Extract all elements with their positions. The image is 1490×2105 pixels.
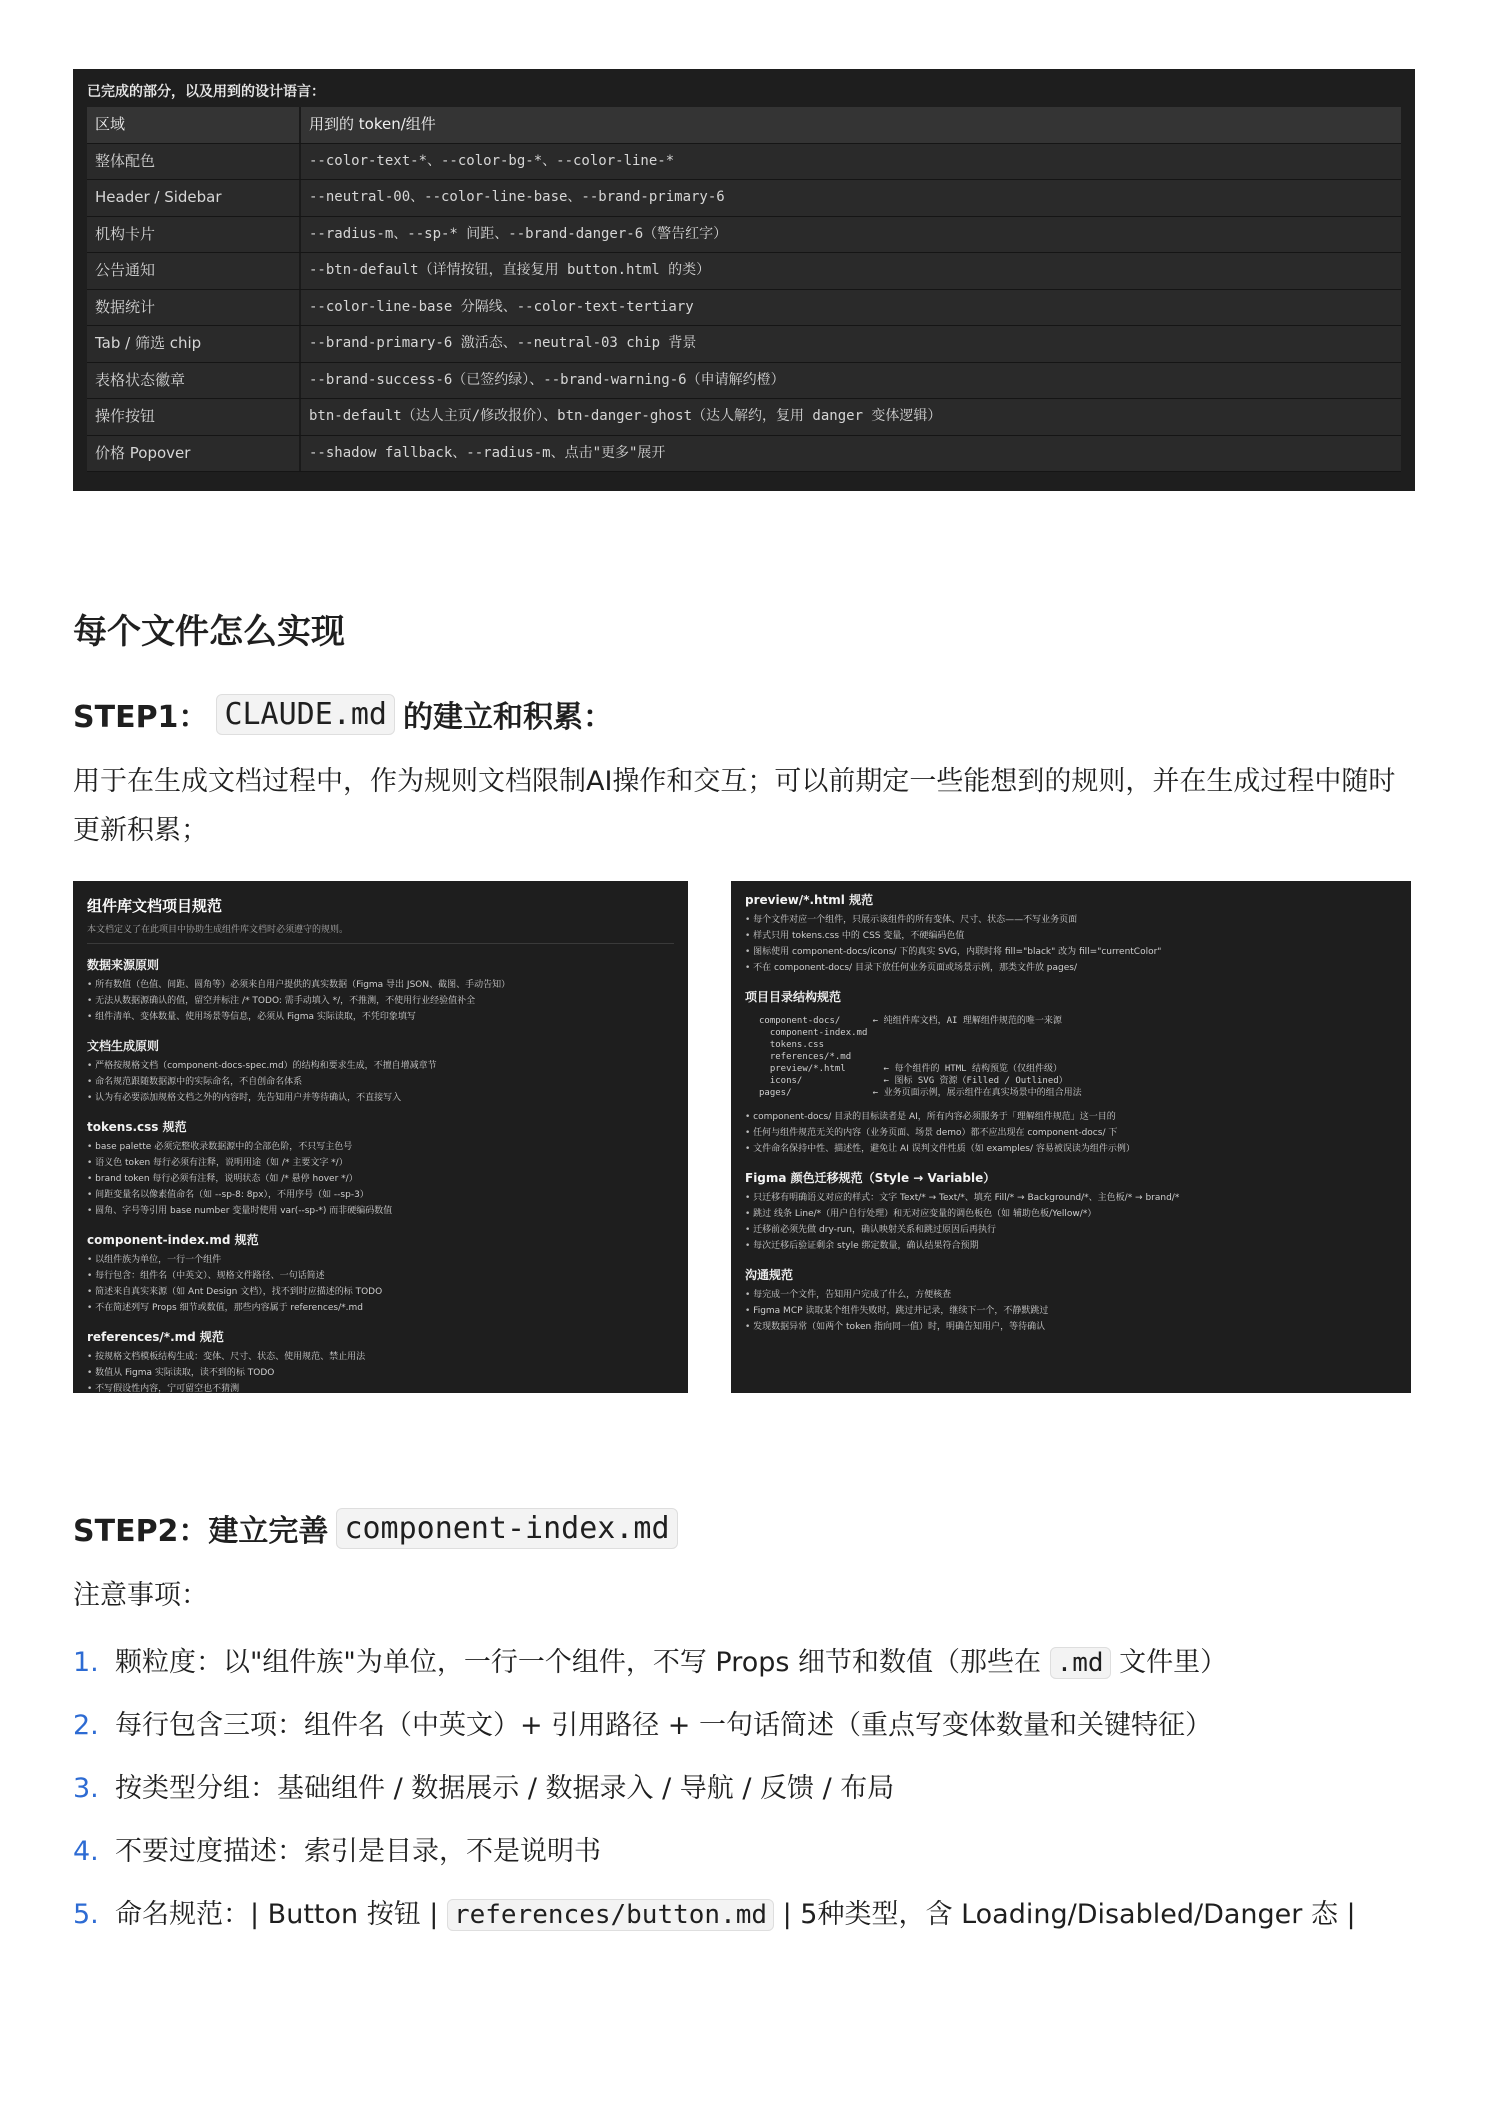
- rule-list: [87, 1349, 674, 1393]
- comm-rules-list: [745, 1287, 1397, 1335]
- section-heading: component-index.md 规范: [87, 1233, 259, 1247]
- preview-rules-list: [745, 912, 1397, 976]
- list-item: • 不在 component-docs/ 目录下放任何业务页面或场景示例，那类文件放 pages/: [745, 960, 1397, 976]
- figma-heading: Figma 颜色迁移规范（Style → Variable）: [745, 1171, 996, 1185]
- cell-area: 操作按钮: [87, 399, 301, 435]
- cell-tokens: --neutral-00、--color-line-base、--brand-primary-6: [301, 180, 1401, 216]
- step1-description: 用于在生成文档过程中，作为规则文档限制AI操作和交互；可以前期定一些能想到的规则，并在生成过程中随时更新积累；: [73, 766, 1396, 846]
- list-item: • brand token 每行必须有注释，说明状态（如 /* 悬停 hover */）: [87, 1171, 674, 1187]
- header-tokens: 用到的 token/组件: [301, 107, 1401, 143]
- list-item: • 圆角、字号等引用 base number 变量时使用 var(--sp-*) 而非硬编码数值: [87, 1203, 674, 1219]
- step2-prefix: STEP2：建立完善: [73, 1514, 329, 1549]
- token-usage-table-screenshot: [73, 69, 1415, 491]
- list-text: 按类型分组：基础组件 / 数据展示 / 数据录入 / 导航 / 反馈 / 布局: [115, 1773, 895, 1804]
- list-item: • 简述来自真实来源（如 Ant Design 文档），找不到时应描述的标 TODO: [87, 1284, 674, 1300]
- list-item: [73, 1827, 1413, 1877]
- cell-area: 机构卡片: [87, 217, 301, 253]
- cell-area: 整体配色: [87, 144, 301, 180]
- table-row: [87, 217, 1401, 254]
- rule-list: [87, 1252, 674, 1316]
- list-item: • 文件命名保持中性、描述性，避免让 AI 误判文件性质（如 examples/ 容易被误读为组件示例）: [745, 1141, 1397, 1157]
- step1-code: CLAUDE.md: [216, 694, 395, 735]
- list-number: 1.: [73, 1647, 99, 1678]
- table-row: [87, 290, 1401, 327]
- list-item: • Figma MCP 读取某个组件失败时，跳过并记录，继续下一个，不静默跳过: [745, 1303, 1397, 1319]
- list-text: 命名规范：| Button 按钮 | references/button.md | 5种类型，含 Loading/Disabled/Danger 态 |: [115, 1899, 1356, 1930]
- list-item: • 组件清单、变体数量、使用场景等信息，必须从 Figma 实际读取，不凭印象填写: [87, 1009, 674, 1025]
- left-shot-sections: [87, 956, 674, 1393]
- list-item: • component-docs/ 目录的目标读者是 AI，所有内容必须服务于「理解组件规范」这一目的: [745, 1109, 1397, 1125]
- list-item: • 所有数值（色值、间距、圆角等）必须来自用户提供的真实数据（Figma 导出 JSON、截图、手动告知）: [87, 977, 674, 993]
- cell-tokens: --brand-primary-6 激活态、--neutral-03 chip 背景: [301, 326, 1401, 362]
- list-item: [73, 1764, 1413, 1814]
- cell-tokens: --btn-default（详情按钮，直接复用 button.html 的类）: [301, 253, 1401, 289]
- list-item: • 样式只用 tokens.css 中的 CSS 变量，不硬编码色值: [745, 928, 1397, 944]
- table-caption: 已完成的部分，以及用到的设计语言：: [87, 84, 325, 100]
- inline-code: .md: [1050, 1647, 1111, 1679]
- list-item: • 以组件族为单位，一行一个组件: [87, 1252, 674, 1268]
- cell-area: 价格 Popover: [87, 436, 301, 472]
- cell-tokens: --radius-m、--sp-* 间距、--brand-danger-6（警告红字）: [301, 217, 1401, 253]
- claude-md-screenshot-right: [731, 881, 1411, 1393]
- dir-rules-list: [745, 1109, 1397, 1157]
- table-row: [87, 436, 1401, 473]
- dir-tree: component-docs/ ← 纯组件库文档，AI 理解组件规范的唯一来源 component-index.md tokens.css references/*.md preview/*.html ← 每个组件的 HTML 结构预览（仅组件级） icons/ ← 图标 SVG 资源（Filled / Outlined） pages/ ← 业务页面示例，展示组件在真实场景中的组合用法: [759, 1016, 1082, 1098]
- comm-heading: 沟通规范: [745, 1268, 794, 1282]
- list-text: 颗粒度：以"组件族"为单位，一行一个组件，不写 Props 细节和数值（那些在 .md 文件里）: [115, 1647, 1228, 1678]
- rule-list: [87, 1058, 674, 1106]
- cell-area: 数据统计: [87, 290, 301, 326]
- cell-tokens: --shadow fallback、--radius-m、点击"更多"展开: [301, 436, 1401, 472]
- figma-rules-list: [745, 1190, 1397, 1254]
- section-title: 每个文件怎么实现: [73, 612, 345, 652]
- table-header-row: [87, 107, 1401, 144]
- left-shot-subtitle: 本文档定义了在此项目中协助生成组件库文档时必须遵守的规则。: [87, 925, 349, 935]
- section-heading: 文档生成原则: [87, 1039, 160, 1053]
- step1-suffix: 的建立和积累：: [403, 700, 613, 735]
- rule-list: [87, 1139, 674, 1219]
- table-row: [87, 144, 1401, 181]
- list-item: • 只迁移有明确语义对应的样式：文字 Text/* → Text/*、填充 Fill/* → Background/*、主色板/* → brand/*: [745, 1190, 1397, 1206]
- table-row: [87, 399, 1401, 436]
- notes-list: [73, 1638, 1413, 1953]
- list-item: • 每行包含：组件名（中英文）、规格文件路径、一句话简述: [87, 1268, 674, 1284]
- list-item: [73, 1890, 1413, 1940]
- list-item: • 每次迁移后验证剩余 style 绑定数量，确认结果符合预期: [745, 1238, 1397, 1254]
- notes-label: 注意事项：: [73, 1580, 208, 1611]
- cell-tokens: btn-default（达人主页/修改报价）、btn-danger-ghost（达人解约，复用 danger 变体逻辑）: [301, 399, 1401, 435]
- table-row: [87, 253, 1401, 290]
- token-table: [87, 107, 1401, 472]
- cell-area: Header / Sidebar: [87, 180, 301, 216]
- list-item: • 数值从 Figma 实际读取，读不到的标 TODO: [87, 1365, 674, 1381]
- list-item: • base palette 必须完整收录数据源中的全部色阶，不只写主色号: [87, 1139, 674, 1155]
- cell-tokens: --color-line-base 分隔线、--color-text-tertiary: [301, 290, 1401, 326]
- list-number: 2.: [73, 1710, 99, 1741]
- header-area: 区域: [87, 107, 301, 143]
- list-item: • 间距变量名以像素值命名（如 --sp-8: 8px），不用序号（如 --sp-3）: [87, 1187, 674, 1203]
- dir-heading: 项目目录结构规范: [745, 990, 842, 1004]
- list-item: [73, 1638, 1413, 1688]
- list-item: • 按规格文档模板结构生成：变体、尺寸、状态、使用规范、禁止用法: [87, 1349, 674, 1365]
- claude-md-screenshot-left: [73, 881, 688, 1393]
- list-item: • 严格按规格文档（component-docs-spec.md）的结构和要求生成，不擅自增减章节: [87, 1058, 674, 1074]
- list-text: 每行包含三项：组件名（中英文）+ 引用路径 + 一句话简述（重点写变体数量和关键特征）: [115, 1710, 1212, 1741]
- section-heading: tokens.css 规范: [87, 1120, 187, 1134]
- list-item: • 语义色 token 每行必须有注释，说明用途（如 /* 主要文字 */）: [87, 1155, 674, 1171]
- section-heading: 数据来源原则: [87, 958, 160, 972]
- list-item: • 任何与组件规范无关的内容（业务页面、场景 demo）都不应出现在 component-docs/ 下: [745, 1125, 1397, 1141]
- cell-area: Tab / 筛选 chip: [87, 326, 301, 362]
- list-item: • 无法从数据源确认的值，留空并标注 /* TODO: 需手动填入 */，不推测，不使用行业经验值补全: [87, 993, 674, 1009]
- list-item: • 不在简述列写 Props 细节或数值，那些内容属于 references/*.md: [87, 1300, 674, 1316]
- list-item: • 每完成一个文件，告知用户完成了什么，方便核查: [745, 1287, 1397, 1303]
- step1-prefix: STEP1：: [73, 700, 209, 735]
- table-row: [87, 363, 1401, 400]
- rule-list: [87, 977, 674, 1025]
- table-row: [87, 180, 1401, 217]
- cell-area: 公告通知: [87, 253, 301, 289]
- cell-tokens: --color-text-*、--color-bg-*、--color-line-*: [301, 144, 1401, 180]
- list-item: • 跳过 线条 Line/*（用户自行处理）和无对应变量的调色板色（如 辅助色板/Yellow/*）: [745, 1206, 1397, 1222]
- list-item: • 不写假设性内容，宁可留空也不猜测: [87, 1381, 674, 1393]
- list-number: 4.: [73, 1836, 99, 1867]
- list-item: • 迁移前必须先做 dry-run，确认映射关系和跳过原因后再执行: [745, 1222, 1397, 1238]
- list-item: • 图标使用 component-docs/icons/ 下的真实 SVG，内联时将 fill="black" 改为 fill="currentColor": [745, 944, 1397, 960]
- table-row: [87, 326, 1401, 363]
- list-number: 3.: [73, 1773, 99, 1804]
- section-heading: references/*.md 规范: [87, 1330, 224, 1344]
- left-shot-title: 组件库文档项目规范: [87, 897, 223, 915]
- step2-code: component-index.md: [336, 1508, 677, 1549]
- list-item: [73, 1701, 1413, 1751]
- step1-heading: [73, 692, 613, 736]
- cell-area: 表格状态徽章: [87, 363, 301, 399]
- list-item: • 命名规范跟随数据源中的实际命名，不自创命名体系: [87, 1074, 674, 1090]
- list-item: • 每个文件对应一个组件，只展示该组件的所有变体、尺寸、状态——不写业务页面: [745, 912, 1397, 928]
- cell-tokens: --brand-success-6（已签约绿）、--brand-warning-6（申请解约橙）: [301, 363, 1401, 399]
- divider: [87, 943, 674, 944]
- list-text: 不要过度描述：索引是目录，不是说明书: [115, 1836, 601, 1867]
- list-item: • 发现数据异常（如两个 token 指向同一值）时，明确告知用户，等待确认: [745, 1319, 1397, 1335]
- right-shot-title: preview/*.html 规范: [745, 893, 874, 907]
- step2-heading: [73, 1506, 678, 1550]
- list-number: 5.: [73, 1899, 99, 1930]
- inline-code: references/button.md: [447, 1899, 774, 1931]
- list-item: • 认为有必要添加规格文档之外的内容时，先告知用户并等待确认，不直接写入: [87, 1090, 674, 1106]
